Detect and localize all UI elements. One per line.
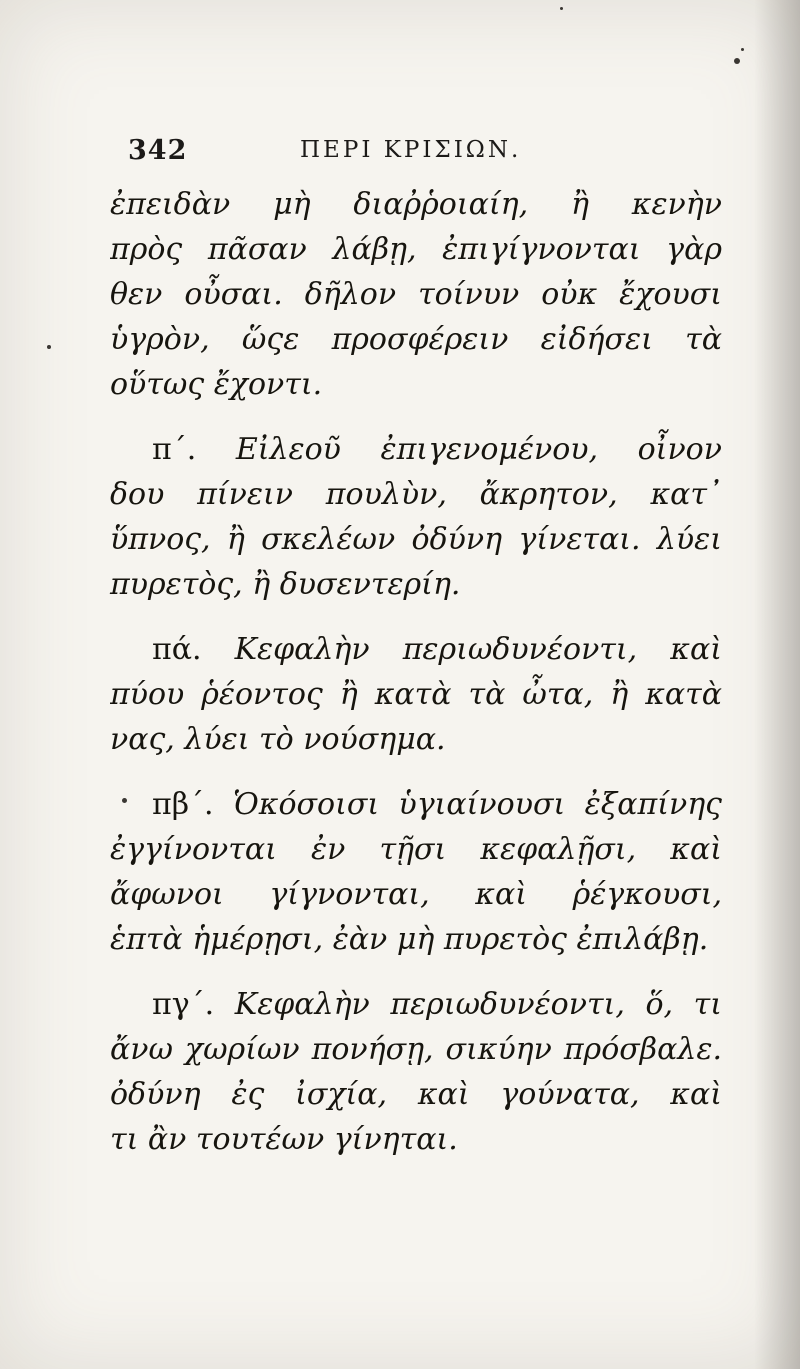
text-line: Ὁκόσοισι ὑγιαίνουσι ἐξαπίνης — [233, 787, 722, 822]
text-line: ἄφωνοι γίγνονται, καὶ ῥέγκουσι, — [110, 877, 722, 912]
text-line: οὕτως ἔχοντι. — [110, 367, 323, 402]
text-line: ἑπτὰ ἡμέρῃσι, ἐὰν μὴ πυρετὸς ἐπιλάβῃ. — [110, 922, 709, 957]
intro-paragraph — [110, 182, 722, 407]
running-title: ΠΕΡΙ ΚΡΙΣΙΩΝ. — [300, 137, 522, 163]
aphorism-81 — [110, 627, 722, 762]
aphorism-83 — [110, 982, 722, 1162]
text-line: Εἰλεοῦ ἐπιγενομένου, οἶνον — [235, 432, 722, 467]
text-line: ἄνω χωρίων πονήσῃ, σικύην πρόσβαλε. — [110, 1032, 722, 1067]
text-line: πρὸς πᾶσαν λάβῃ, ἐπιγίγνονται γὰρ — [110, 232, 722, 267]
aphorism-number: π΄. — [152, 432, 197, 467]
text-line: νας, λύει τὸ νούσημα. — [110, 722, 446, 757]
text-line: Κεφαλὴν περιωδυνέοντι, καὶ — [234, 632, 722, 667]
text-line: ἐπειδὰν μὴ διαῤῥοιαίη, ἢ κενὴν — [110, 187, 722, 222]
aphorism-82 — [110, 782, 722, 962]
text-line: τι ἂν τουτέων γίνηται. — [110, 1122, 458, 1157]
aphorism-80 — [110, 427, 722, 607]
text-line: θεν οὖσαι. δῆλον τοίνυν οὐκ ἔχουσι — [110, 277, 722, 312]
text-line: ἐγγίνονται ἐν τῇσι κεφαλῇσι, καὶ — [110, 832, 722, 867]
aphorism-number: πβ΄. — [152, 787, 214, 822]
text-line: Κεφαλὴν περιωδυνέοντι, ὅ, τι — [234, 987, 722, 1022]
text-line: ὑγρὸν, ὥςε προσφέρειν εἰδήσει τὰ — [110, 322, 722, 357]
text-line: ὕπνος, ἢ σκελέων ὀδύνη γίνεται. λύει — [110, 522, 722, 557]
page-number: 342 — [128, 135, 188, 166]
page-header — [128, 135, 568, 175]
text-line: δου πίνειν πουλὺν, ἄκρητον, κατ᾽ — [110, 477, 722, 512]
page-edge-shadow — [754, 0, 800, 1369]
aphorism-number: πγ΄. — [152, 987, 215, 1022]
aphorism-number: πά. — [152, 632, 202, 667]
text-line: πύου ῥέοντος ἢ κατὰ τὰ ὦτα, ἢ κατὰ — [110, 677, 722, 712]
text-line: ὀδύνη ἐς ἰσχία, καὶ γούνατα, καὶ — [110, 1077, 722, 1112]
page-body — [110, 182, 722, 1162]
text-line: πυρετὸς, ἢ δυσεντερίη. — [110, 567, 461, 602]
